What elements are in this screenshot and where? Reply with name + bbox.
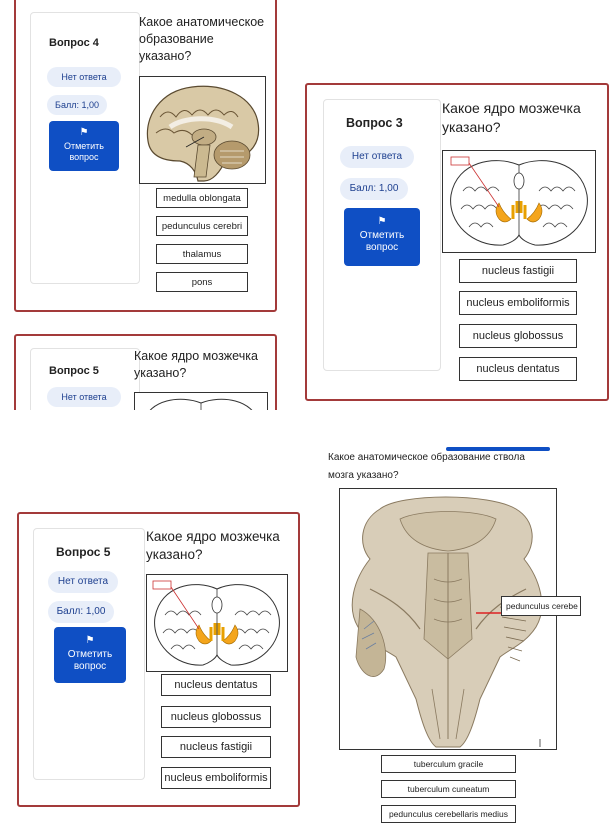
- answer-option[interactable]: nucleus dentatus: [161, 674, 271, 696]
- question-number: Вопрос 5: [56, 545, 111, 559]
- flag-button-label: Отметить вопрос: [67, 649, 113, 672]
- answer-option[interactable]: nucleus dentatus: [459, 357, 577, 381]
- answer-option[interactable]: nucleus emboliformis: [161, 767, 271, 789]
- question-info-panel: [33, 528, 145, 780]
- brainstem-image: [339, 488, 557, 750]
- answer-option[interactable]: tuberculum cuneatum: [381, 780, 516, 798]
- flag-icon: ⚑: [85, 635, 95, 646]
- cerebellum-nuclei-image: [146, 574, 288, 672]
- question-text: Какое ядро мозжечка указано?: [134, 349, 258, 380]
- question-text: Какое анатомическое образование ствола мозга указано?: [328, 452, 525, 481]
- answer-status-badge: Нет ответа: [340, 146, 414, 168]
- answer-option[interactable]: nucleus fastigii: [161, 736, 271, 758]
- flag-button-label: Отметить вопрос: [359, 230, 405, 253]
- question-text: Какое анатомическое образование указано?: [139, 15, 265, 63]
- flag-question-button[interactable]: [344, 208, 420, 266]
- flag-icon: ⚑: [377, 216, 387, 227]
- answer-option[interactable]: thalamus: [156, 244, 248, 264]
- answer-status-badge: Нет ответа: [47, 67, 121, 87]
- answer-option[interactable]: nucleus globossus: [161, 706, 271, 728]
- answer-option[interactable]: nucleus emboliformis: [459, 291, 577, 315]
- question-card-4: [14, 0, 277, 312]
- answer-option[interactable]: medulla oblongata: [156, 188, 248, 208]
- answer-option[interactable]: pons: [156, 272, 248, 292]
- brain-sagittal-image: [139, 76, 266, 184]
- answer-status-badge: Нет ответа: [47, 387, 121, 407]
- answer-option[interactable]: tuberculum gracile: [381, 755, 516, 773]
- crop-gap: [0, 410, 300, 510]
- score-badge: Балл: 1,00: [47, 95, 107, 115]
- cerebellum-nuclei-image: [442, 150, 596, 253]
- flag-button-label: Отметить вопрос: [64, 141, 104, 162]
- score-badge: Балл: 1,00: [48, 601, 114, 623]
- question-number: Вопрос 3: [346, 116, 403, 130]
- question-number: Вопрос 4: [49, 37, 99, 49]
- question-card-5: [17, 512, 300, 807]
- answer-option[interactable]: nucleus fastigii: [459, 259, 577, 283]
- flag-question-button[interactable]: [49, 121, 119, 171]
- image-pointer-label: pedunculus cerebe: [501, 596, 581, 616]
- flag-question-button[interactable]: [54, 627, 126, 683]
- answer-status-badge: Нет ответа: [48, 571, 118, 593]
- question-number: Вопрос 5: [49, 365, 99, 377]
- question-info-panel: [323, 99, 441, 371]
- answer-option[interactable]: pedunculus cerebellaris medius: [381, 805, 516, 823]
- question-card-3: [305, 83, 609, 401]
- answer-option[interactable]: nucleus globossus: [459, 324, 577, 348]
- question-text: Какое ядро мозжечка указано?: [442, 100, 581, 135]
- question-text: Какое ядро мозжечка указано?: [146, 529, 280, 563]
- answer-option[interactable]: pedunculus cerebri: [156, 216, 248, 236]
- question-info-panel: [30, 12, 140, 284]
- flag-icon: ⚑: [79, 127, 89, 138]
- score-badge: Балл: 1,00: [340, 178, 408, 200]
